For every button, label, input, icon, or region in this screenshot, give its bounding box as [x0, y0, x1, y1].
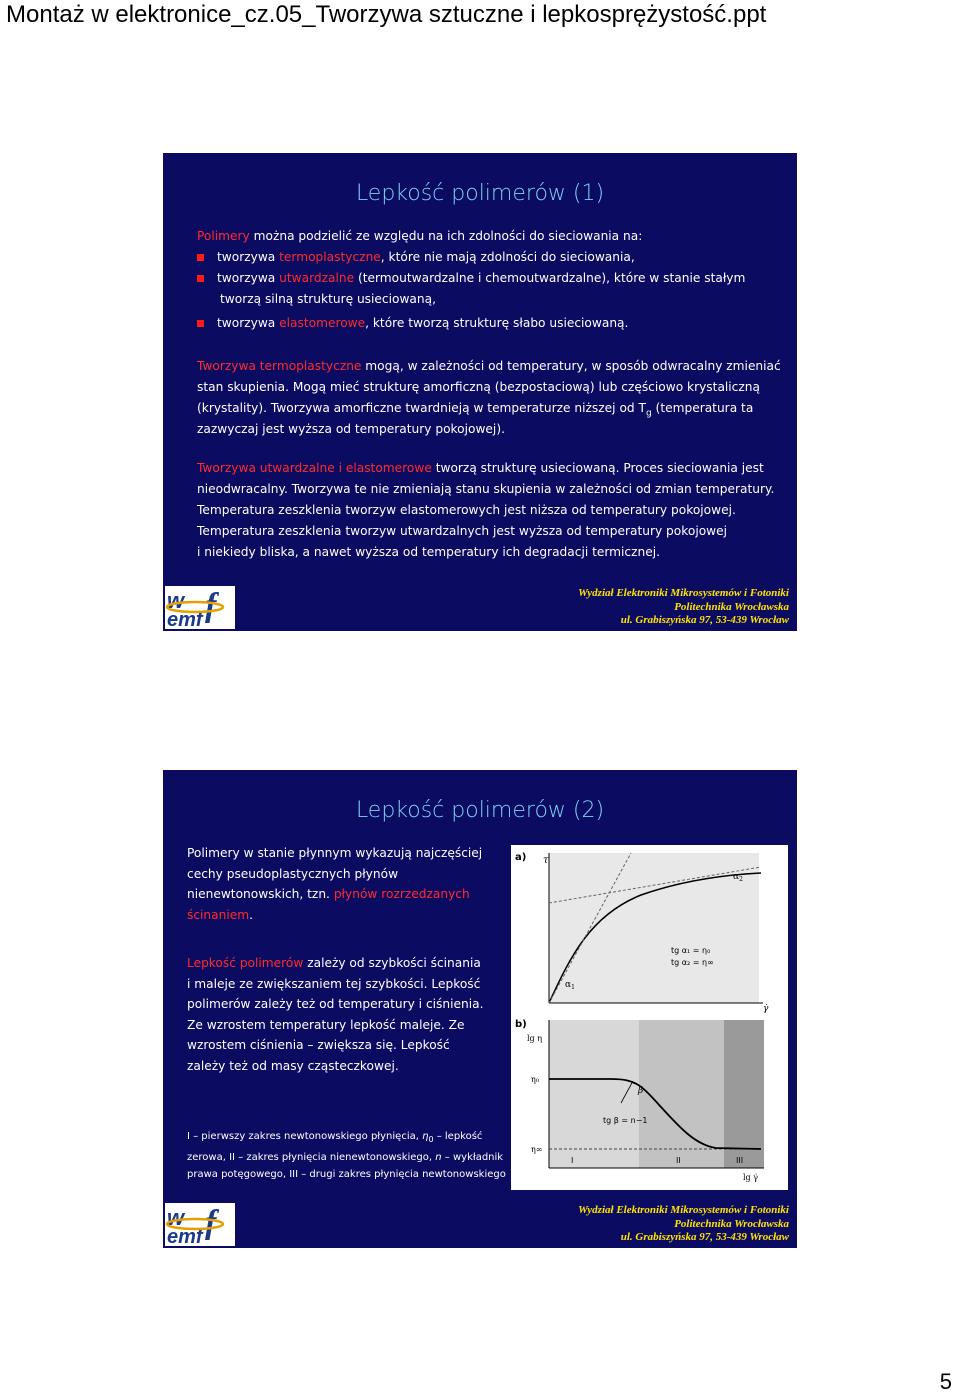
bullet-text: , które tworzą strukturę słabo usieciowaną. — [365, 316, 629, 330]
para-line: cechy pseudoplastycznych płynów — [187, 866, 399, 881]
paragraph-crosslinked-line3: Temperatura zeszklenia tworzyw elastomerowych jest niższa od temperatury pokojowej. — [197, 503, 736, 517]
caption-line — [187, 1149, 506, 1167]
zone-III-label: III — [736, 1156, 744, 1165]
bullet-termoplastyczne — [217, 247, 635, 268]
institution-line: Politechnika Wrocławska — [674, 1217, 789, 1230]
paragraph-thermoplastic-line2: stan skupienia. Mogą mieć strukturę amorficzną (bezpostaciową) lub częściowo krystaliczną — [197, 380, 760, 394]
caption-text: – lepkość — [433, 1131, 483, 1142]
intro-line — [197, 226, 642, 247]
eta-symbol: η — [422, 1131, 429, 1142]
institution-line: ul. Grabiszyńska 97, 53-439 Wrocław — [620, 614, 789, 626]
highlight-term: Tworzywa termoplastyczne — [197, 359, 362, 373]
para-text: . — [249, 907, 253, 922]
institution-line: Wydział Elektroniki Mikrosystemów i Fotoniki — [578, 587, 789, 599]
paragraph-crosslinked-line1 — [197, 458, 764, 479]
para-text: (krystality). Tworzywa amorficzne twardnieją w temperaturze niższej od T — [197, 401, 646, 415]
bullet-text: tworzywa — [217, 250, 280, 264]
zone-II-label: II — [676, 1156, 681, 1165]
caption-text: I – pierwszy zakres newtonowskiego płynięcia, — [187, 1131, 423, 1142]
lg-eta-label: lg η — [527, 1034, 543, 1043]
beta-label: β — [638, 1086, 644, 1096]
n-symbol: n — [435, 1151, 442, 1163]
caption-line: prawa potęgowego, III – drugi zakres płynięcia newtonowskiego — [187, 1169, 506, 1180]
alpha2-subscript: 2 — [739, 876, 743, 883]
alpha1-symbol: α — [565, 980, 572, 990]
eta-inf-label: η∞ — [531, 1145, 543, 1154]
eq-tg-beta: tg β = n−1 — [603, 1116, 648, 1125]
caption-line — [187, 1128, 506, 1149]
gamma-dot-label: γ̇ — [763, 1004, 769, 1014]
para-line: Polimery w stanie płynnym wykazują najczęściej — [187, 846, 483, 860]
highlight-term: ścinaniem — [187, 907, 250, 922]
caption-text: zerowa, II – zakres płynięcia nienewtonowskiego, — [187, 1151, 436, 1163]
institution-line: Politechnika Wrocławska — [674, 600, 789, 613]
para-line — [187, 953, 507, 974]
bullet-text: , które nie mają zdolności do sieciowania, — [380, 250, 635, 264]
para-line: wzrostem ciśnienia – zwiększa się. Lepkość — [187, 1038, 450, 1052]
paragraph-pseudoplastic — [187, 843, 507, 925]
paragraph-crosslinked-line4: Temperatura zeszklenia tworzyw utwardzalnych jest wyższa od temperatury pokojowej — [197, 524, 728, 538]
slide-footer — [163, 1198, 797, 1248]
institution-info — [578, 587, 789, 628]
slide-title: Lepkość polimerów (2) — [355, 798, 605, 823]
bullet-square-icon — [197, 254, 204, 261]
bullet-square-icon — [197, 320, 204, 327]
para-text: tworzą strukturę usieciowaną. Proces sieciowania jest — [431, 461, 764, 475]
highlight-term: termoplastyczne — [279, 250, 381, 264]
institution-info — [578, 1204, 789, 1245]
svg-text:emf: emf — [167, 609, 203, 629]
bullet-text: tworzywa — [217, 316, 280, 330]
svg-text:emf: emf — [167, 1226, 203, 1246]
highlight-term: elastomerowe — [279, 316, 366, 330]
intro-rest: można podzielić ze względu na ich zdolności do sieciowania na: — [249, 229, 643, 243]
zone-I-label: I — [571, 1156, 574, 1165]
alpha2-symbol: α — [733, 872, 740, 882]
zone-II-bg — [639, 1020, 724, 1168]
rheology-figure — [511, 845, 788, 1190]
highlight-term: Tworzywa utwardzalne i elastomerowe — [197, 461, 432, 475]
para-text: zależy od szybkości ścinania — [303, 956, 481, 970]
slide-title: Lepkość polimerów (1) — [355, 181, 605, 206]
slide-footer — [163, 581, 797, 631]
svg-text:w: w — [167, 1205, 185, 1230]
para-line — [187, 905, 507, 926]
eta0-label: η₀ — [531, 1075, 539, 1084]
para-line: Ze wzrostem temperatury lepkość maleje. Ze — [187, 1017, 465, 1032]
paragraph-crosslinked-line2: nieodwracalny. Tworzywa te nie zmieniają stanu skupienia w zależności od zmian temperatury. — [197, 482, 775, 496]
bullet-text: (termoutwardzalne i chemoutwardzalne), które w stanie stałym — [354, 271, 746, 285]
lg-gamma-label: lg γ̇ — [743, 1173, 759, 1182]
highlight-term: Lepkość polimerów — [187, 956, 304, 970]
highlight-polimery: Polimery — [197, 229, 250, 243]
tg-subscript: g — [645, 408, 652, 419]
caption-text: – wykładnik — [441, 1151, 504, 1163]
institution-line: ul. Grabiszyńska 97, 53-439 Wrocław — [620, 1231, 789, 1243]
paragraph-viscosity — [187, 953, 507, 1076]
para-text: nienewtonowskich, tzn. — [187, 887, 334, 901]
para-line: polimerów zależy też od temperatury i ciśnienia. — [187, 997, 484, 1011]
svg-text:w: w — [167, 588, 185, 613]
wemf-logo — [165, 1203, 235, 1246]
slide-2 — [163, 770, 797, 1248]
para-line: zależy też od masy cząsteczkowej. — [187, 1058, 399, 1073]
zone-III-bg — [724, 1020, 764, 1168]
panel-a-label: a) — [515, 852, 527, 863]
bullet-utwardzalne — [217, 268, 745, 289]
para-text: mogą, w zależności od temperatury, w sposób odwracalny zmieniać — [361, 359, 781, 373]
paragraph-crosslinked-line5: i niekiedy bliska, a nawet wyższa od temperatury ich degradacji termicznej. — [197, 545, 660, 559]
tau-axis-label: τ — [543, 855, 549, 866]
panel-b-label: b) — [515, 1019, 527, 1030]
alpha1-subscript: 1 — [571, 984, 575, 991]
bullet-square-icon — [197, 275, 204, 282]
wemf-logo — [165, 586, 235, 629]
eq-tg-alpha2: tg α₂ = η∞ — [671, 958, 714, 967]
highlight-term: płynów rozrzedzanych — [333, 887, 470, 901]
paragraph-thermoplastic-line1 — [197, 356, 781, 377]
bullet-continuation: tworzą silną strukturę usieciowaną, — [220, 292, 436, 306]
page-number: 5 — [939, 1369, 952, 1394]
bullet-text: tworzywa — [217, 271, 280, 285]
institution-line: Wydział Elektroniki Mikrosystemów i Fotoniki — [578, 1204, 789, 1216]
para-line: i maleje ze zwiększaniem tej szybkości. Lepkość — [187, 976, 481, 991]
para-line — [187, 884, 507, 905]
svg-text:f: f — [205, 1204, 217, 1241]
eta-subscript: 0 — [428, 1135, 434, 1144]
slide-1 — [163, 153, 797, 631]
bullet-elastomerowe — [217, 313, 628, 334]
svg-text:f: f — [205, 587, 217, 624]
paragraph-thermoplastic-line4: zazwyczaj jest wyższa od temperatury pokojowej). — [197, 422, 505, 436]
highlight-term: utwardzalne — [279, 271, 355, 285]
eq-tg-alpha1: tg α₁ = η₀ — [671, 946, 711, 955]
document-title: Montaż w elektronice_cz.05_Tworzywa sztuczne i lepkosprężystość.ppt — [6, 1, 767, 28]
para-text: (temperatura ta — [651, 401, 754, 415]
figure-caption — [187, 1128, 506, 1184]
